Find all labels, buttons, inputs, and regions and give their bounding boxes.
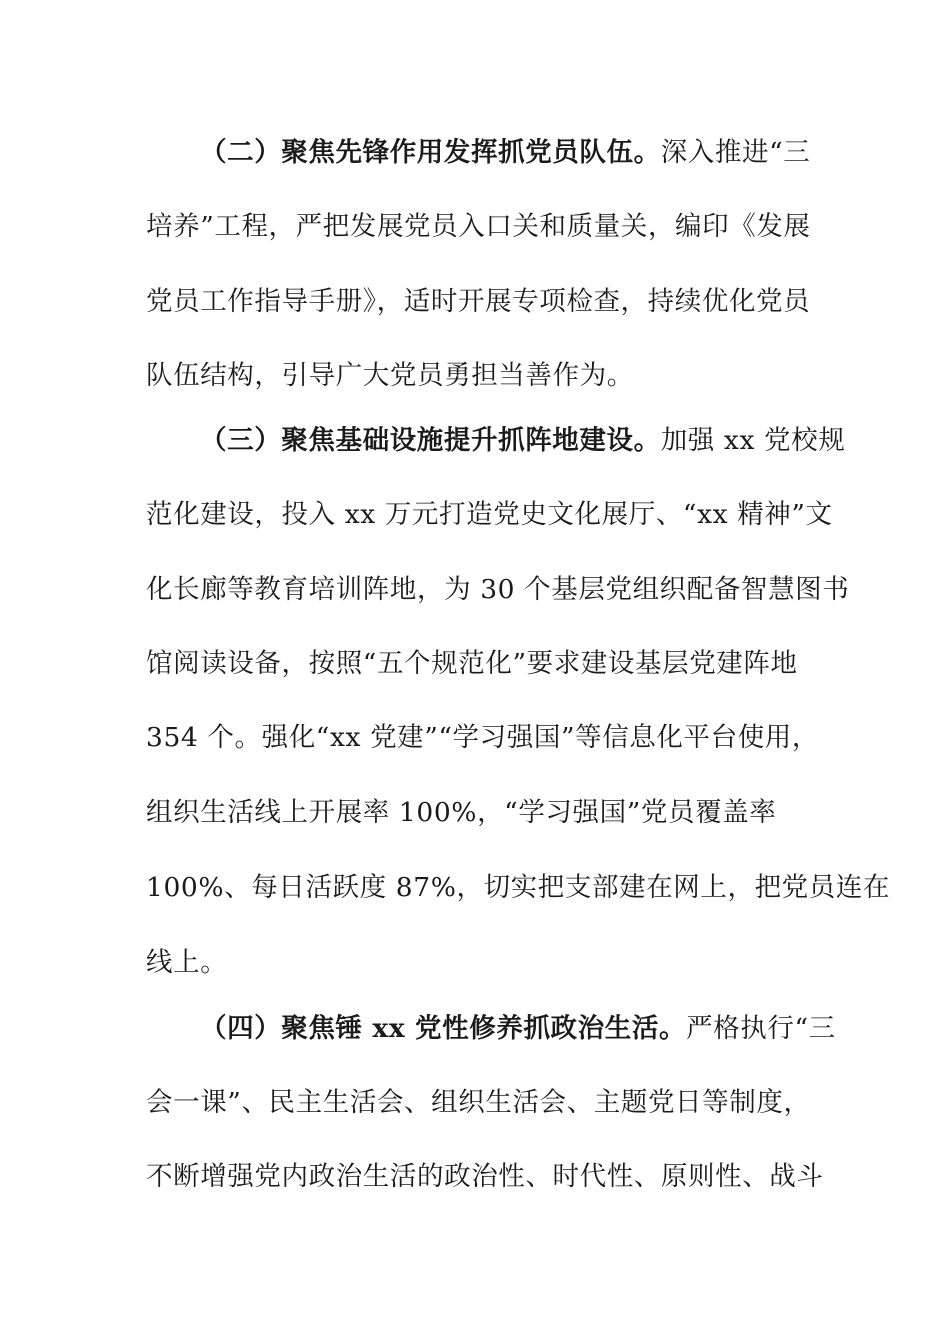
paragraph-3-line-7: 100%、每日活跃度 87%，切实把支部建在网上，把党员连在 (146, 872, 891, 903)
paragraph-4-line-3: 不断增强党内政治生活的政治性、时代性、原则性、战斗 (146, 1161, 824, 1192)
paragraph-3-line-6: 组织生活线上开展率 100%，“学习强国”党员覆盖率 (146, 797, 777, 828)
paragraph-2-line-4: 队伍结构，引导广大党员勇担当善作为。 (146, 360, 634, 391)
paragraph-2-line-1 (200, 135, 811, 171)
paragraph-3-line-5: 354 个。强化“xx 党建”“学习强国”等信息化平台使用， (146, 722, 820, 753)
paragraph-3-heading: （三）聚焦基础设施提升抓阵地建设。 (200, 425, 661, 456)
paragraph-2-text: 深入推进“三 (660, 137, 811, 168)
paragraph-2-line-2: 培养”工程，严把发展党员入口关和质量关，编印《发展 (146, 211, 811, 242)
paragraph-3-line-2: 范化建设，投入 xx 万元打造党史文化展厅、“xx 精神”文 (146, 499, 833, 530)
paragraph-3-line-1 (200, 423, 846, 459)
paragraph-3-line-3: 化长廊等教育培训阵地，为 30 个基层党组织配备智慧图书 (146, 574, 850, 605)
paragraph-3-text: 加强 xx 党校规 (660, 425, 846, 456)
paragraph-3-line-8: 线上。 (146, 947, 228, 978)
paragraph-2-line-3: 党员工作指导手册》，适时开展专项检查，持续优化党员 (146, 286, 811, 317)
paragraph-4-line-2: 会一课”、民主生活会、组织生活会、主题党日等制度， (146, 1087, 811, 1118)
paragraph-4-line-1 (200, 1011, 836, 1047)
paragraph-3-line-4: 馆阅读设备，按照“五个规范化”要求建设基层党建阵地 (146, 648, 798, 679)
paragraph-2-heading: （二）聚焦先锋作用发挥抓党员队伍。 (200, 137, 661, 168)
paragraph-4-text: 严格执行“三 (686, 1013, 836, 1044)
paragraph-4-heading: （四）聚焦锤 xx 党性修养抓政治生活。 (200, 1013, 687, 1044)
